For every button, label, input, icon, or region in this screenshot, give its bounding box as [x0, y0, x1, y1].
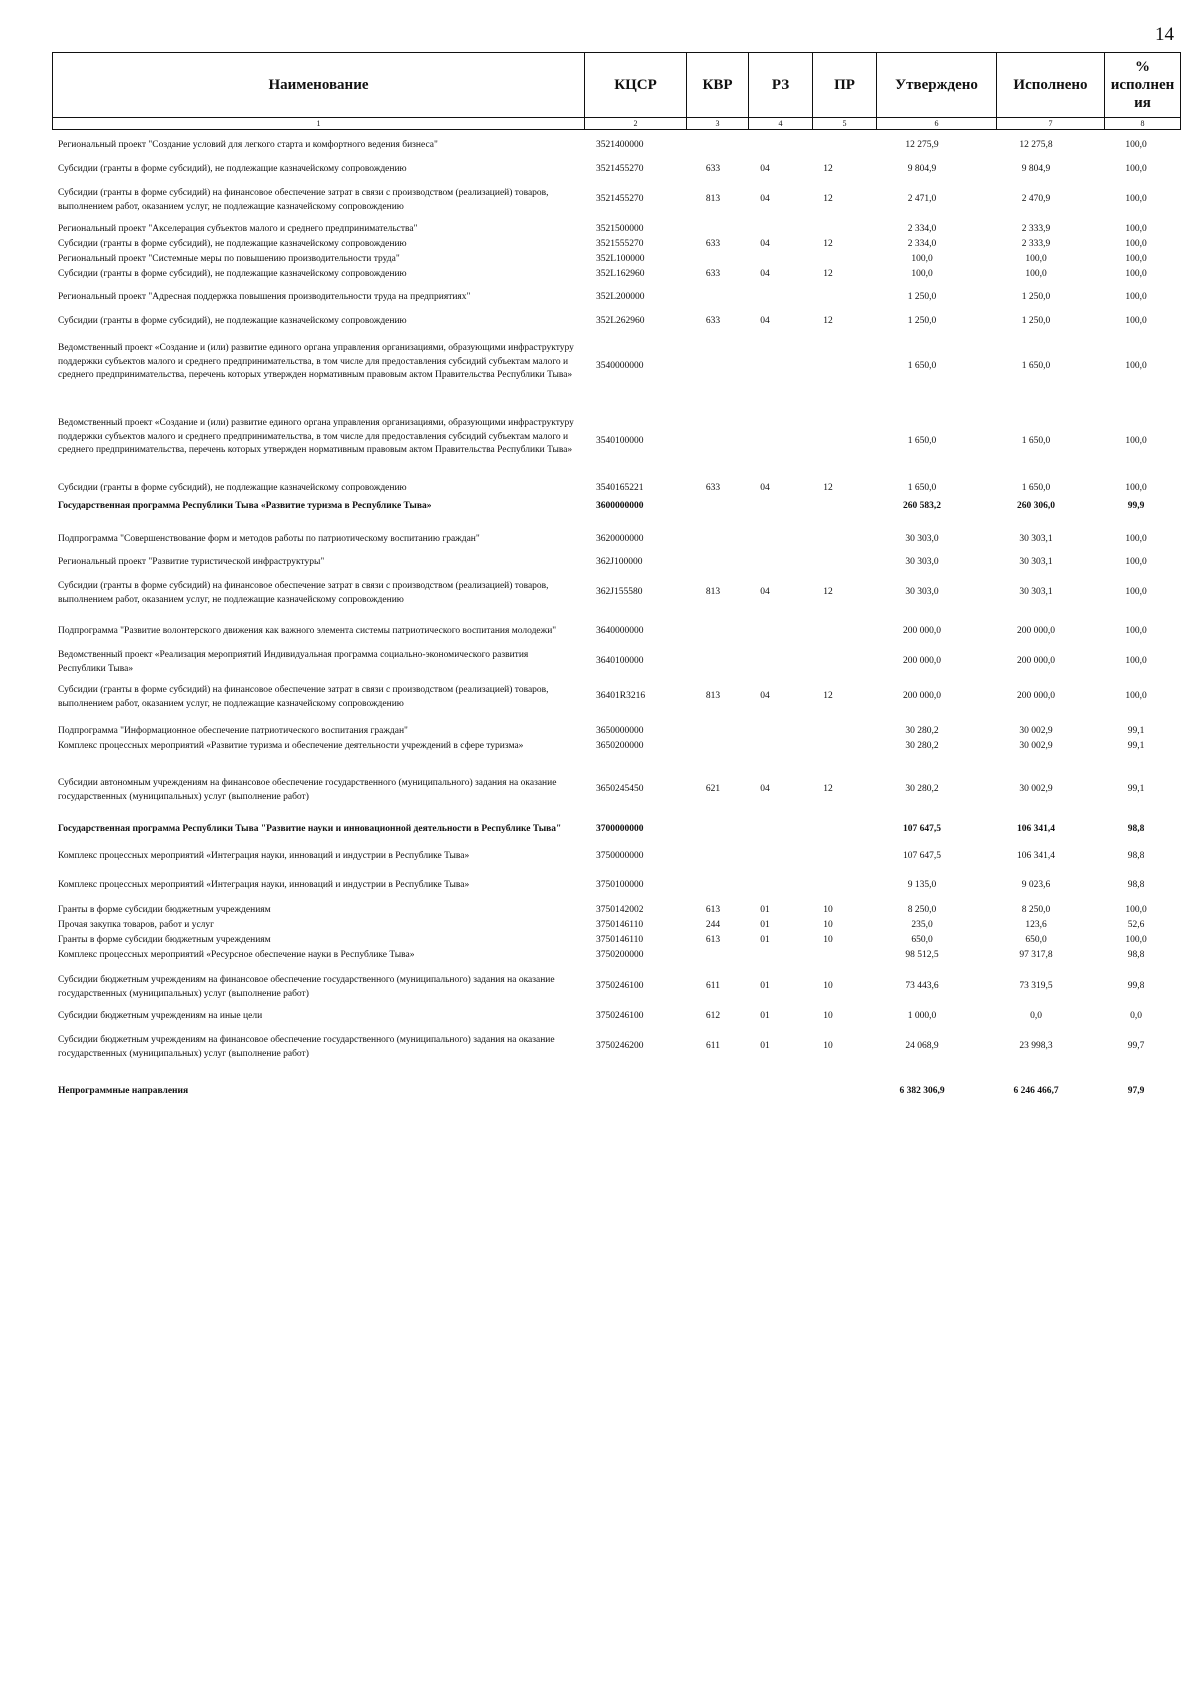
row-approved: 107 647,5: [903, 824, 941, 834]
row-pr: 10: [823, 905, 833, 915]
row-name: Региональный проект "Создание условий для легкого старта и комфортного ведения бизнеса": [58, 140, 438, 150]
row-rz: 04: [760, 239, 770, 249]
col-number: 5: [813, 118, 877, 130]
row-percent: 99,8: [1127, 981, 1145, 991]
row-rz: 01: [760, 1041, 770, 1051]
row-rz: 01: [760, 935, 770, 945]
row-approved: 100,0: [911, 269, 933, 279]
row-executed: 1 250,0: [1021, 316, 1051, 326]
col-header-name: Наименование: [53, 53, 585, 118]
row-kcsr: 3750000000: [596, 851, 644, 861]
row-kcsr: 3521400000: [596, 140, 644, 150]
page-number: 14: [1155, 24, 1174, 45]
row-kcsr: 3540165221: [596, 483, 644, 493]
row-kcsr: 3540000000: [596, 361, 644, 371]
row-percent: 100,0: [1125, 905, 1147, 915]
row-kcsr: 3640100000: [596, 656, 644, 666]
row-kcsr: 3750200000: [596, 950, 644, 960]
row-approved: 30 280,2: [905, 726, 939, 736]
row-percent: 0,0: [1130, 1011, 1142, 1021]
row-executed: 2 333,9: [1021, 239, 1051, 249]
row-kcsr: 3600000000: [596, 501, 644, 511]
row-executed: 650,0: [1025, 935, 1047, 945]
row-rz: 04: [760, 483, 770, 493]
row-name: Субсидии (гранты в форме субсидий), не подлежащие казначейскому сопровождению: [58, 483, 407, 493]
row-executed: 9 023,6: [1021, 880, 1051, 890]
row-percent: 98,8: [1127, 880, 1145, 890]
row-executed: 30 002,9: [1019, 726, 1053, 736]
row-executed: 30 303,1: [1019, 587, 1053, 597]
row-percent: 99,1: [1127, 741, 1145, 751]
col-header-executed: Исполнено: [997, 53, 1105, 118]
row-kvr: 633: [705, 483, 721, 493]
row-percent: 100,0: [1125, 194, 1147, 204]
row-approved: 8 250,0: [907, 905, 937, 915]
row-executed: 106 341,4: [1017, 824, 1055, 834]
row-executed: 8 250,0: [1021, 905, 1051, 915]
row-percent: 98,8: [1127, 950, 1145, 960]
row-pr: 12: [823, 483, 833, 493]
row-kcsr: 3750142002: [596, 905, 644, 915]
row-kvr: 813: [705, 194, 721, 204]
row-approved: 30 280,2: [905, 741, 939, 751]
row-percent: 97,9: [1127, 1086, 1145, 1096]
row-name: Субсидии (гранты в форме субсидий) на финансовое обеспечение затрат в связи с производством (реализацией) товаров, выполнением работ, оказанием услуг, не подлежащие казначейскому сопровождению: [58, 188, 549, 212]
row-approved: 1 650,0: [907, 436, 937, 446]
row-kvr: 621: [705, 784, 721, 794]
row-executed: 30 303,1: [1019, 557, 1053, 567]
row-rz: 04: [760, 691, 770, 701]
row-rz: 04: [760, 194, 770, 204]
row-percent: 100,0: [1125, 587, 1147, 597]
row-percent: 100,0: [1125, 140, 1147, 150]
row-percent: 100,0: [1125, 935, 1147, 945]
row-name: Субсидии автономным учреждениям на финансовое обеспечение государственного (муниципального) задания на оказание государственных (муниципальных) услуг (выполнение работ): [58, 778, 557, 802]
row-pr: 12: [823, 194, 833, 204]
row-name: Субсидии (гранты в форме субсидий), не подлежащие казначейскому сопровождению: [58, 269, 407, 279]
row-approved: 30 303,0: [905, 587, 939, 597]
col-number: 6: [877, 118, 997, 130]
row-approved: 73 443,6: [905, 981, 939, 991]
row-approved: 24 068,9: [905, 1041, 939, 1051]
row-name: Государственная программа Республики Тыва "Развитие науки и инновационной деятельности в Республике Тыва": [58, 824, 562, 834]
row-approved: 98 512,5: [905, 950, 939, 960]
row-name: Ведомственный проект «Создание и (или) развитие единого органа управления организациями, образующими инфраструктуру поддержки субъектов малого и среднего предпринимательства, в том числе для предоставления субсидий субъектам малого и среднего предпринимательства, перечень которых утвержден нормативным правовым актом Правительства Республики Тыва»: [58, 418, 574, 455]
row-kcsr: 36401R3216: [596, 691, 646, 701]
row-executed: 260 306,0: [1017, 501, 1055, 511]
row-pr: 12: [823, 587, 833, 597]
row-name: Комплекс процессных мероприятий «Ресурсное обеспечение науки в Республике Тыва»: [58, 950, 415, 960]
row-executed: 23 998,3: [1019, 1041, 1053, 1051]
row-rz: 01: [760, 905, 770, 915]
row-kcsr: 3700000000: [596, 824, 644, 834]
row-approved: 1 250,0: [907, 316, 937, 326]
row-approved: 1 650,0: [907, 361, 937, 371]
row-percent: 100,0: [1125, 483, 1147, 493]
row-kcsr: 352L162960: [596, 269, 645, 279]
row-pr: 12: [823, 316, 833, 326]
row-name: Подпрограмма "Информационное обеспечение патриотического воспитания граждан": [58, 726, 408, 736]
row-kcsr: 362J100000: [596, 557, 643, 567]
row-executed: 106 341,4: [1017, 851, 1055, 861]
row-approved: 30 280,2: [905, 784, 939, 794]
row-percent: 52,6: [1127, 920, 1145, 930]
row-rz: 01: [760, 981, 770, 991]
row-percent: 100,0: [1125, 534, 1147, 544]
row-name: Ведомственный проект «Создание и (или) развитие единого органа управления организациями, образующими инфраструктуру поддержки субъектов малого и среднего предпринимательства, в том числе для предоставления субсидий субъектам малого и среднего предпринимательства, перечень которых утвержден нормативным правовым актом Правительства Республики Тыва»: [58, 343, 574, 380]
row-executed: 200 000,0: [1017, 691, 1055, 701]
row-pr: 10: [823, 981, 833, 991]
row-kcsr: 3521555270: [596, 239, 644, 249]
row-kvr: 633: [705, 164, 721, 174]
row-executed: 1 650,0: [1021, 483, 1051, 493]
row-pr: 10: [823, 1041, 833, 1051]
row-name: Подпрограмма "Совершенствование форм и методов работы по патриотическому воспитанию граждан": [58, 534, 480, 544]
row-kcsr: 3640000000: [596, 626, 644, 636]
row-approved: 30 303,0: [905, 534, 939, 544]
row-executed: 6 246 466,7: [1013, 1086, 1059, 1096]
row-approved: 200 000,0: [903, 691, 941, 701]
row-executed: 100,0: [1025, 269, 1047, 279]
row-name: Субсидии бюджетным учреждениям на финансовое обеспечение государственного (муниципального) задания на оказание государственных (муниципальных) услуг (выполнение работ): [58, 1035, 555, 1059]
row-percent: 100,0: [1125, 436, 1147, 446]
row-approved: 12 275,9: [905, 140, 939, 150]
row-kvr: 611: [706, 981, 720, 991]
row-kvr: 633: [705, 316, 721, 326]
row-executed: 1 650,0: [1021, 361, 1051, 371]
row-percent: 100,0: [1125, 361, 1147, 371]
row-kcsr: 3750100000: [596, 880, 644, 890]
row-executed: 0,0: [1030, 1011, 1042, 1021]
row-percent: 100,0: [1125, 292, 1147, 302]
row-name: Комплекс процессных мероприятий «Интеграция науки, инноваций и индустрии в Республике Тыва»: [58, 880, 470, 890]
col-number: 1: [53, 118, 585, 130]
row-kvr: 813: [705, 691, 721, 701]
row-name: Комплекс процессных мероприятий «Развитие туризма и обеспечение деятельности учреждений в сфере туризма»: [58, 741, 524, 751]
row-percent: 100,0: [1125, 691, 1147, 701]
row-approved: 1 000,0: [907, 1011, 937, 1021]
row-kvr: 613: [705, 905, 721, 915]
row-name: Гранты в форме субсидии бюджетным учреждениям: [58, 905, 271, 915]
row-executed: 97 317,8: [1019, 950, 1053, 960]
row-name: Субсидии (гранты в форме субсидий), не подлежащие казначейскому сопровождению: [58, 239, 407, 249]
row-pr: 10: [823, 920, 833, 930]
row-approved: 107 647,5: [903, 851, 941, 861]
row-name: Подпрограмма "Развитие волонтерского движения как важного элемента системы патриотического воспитания молодежи": [58, 626, 557, 636]
row-approved: 2 334,0: [907, 239, 937, 249]
row-pr: 12: [823, 239, 833, 249]
row-kcsr: 3750246100: [596, 981, 644, 991]
row-executed: 30 303,1: [1019, 534, 1053, 544]
row-kcsr: 3650245450: [596, 784, 644, 794]
row-name: Региональный проект "Акселерация субъектов малого и среднего предпринимательства": [58, 224, 418, 234]
row-kvr: 611: [706, 1041, 720, 1051]
col-header-rz: РЗ: [749, 53, 813, 118]
row-percent: 100,0: [1125, 224, 1147, 234]
row-name: Субсидии бюджетным учреждениям на финансовое обеспечение государственного (муниципального) задания на оказание государственных (муниципальных) услуг (выполнение работ): [58, 975, 555, 999]
row-name: Комплекс процессных мероприятий «Интеграция науки, инноваций и индустрии в Республике Тыва»: [58, 851, 470, 861]
col-number: 4: [749, 118, 813, 130]
row-kvr: 633: [705, 239, 721, 249]
row-kcsr: 3521500000: [596, 224, 644, 234]
row-percent: 100,0: [1125, 557, 1147, 567]
row-rz: 04: [760, 316, 770, 326]
row-percent: 100,0: [1125, 239, 1147, 249]
row-kcsr: 352L100000: [596, 254, 645, 264]
row-executed: 9 804,9: [1021, 164, 1051, 174]
row-percent: 100,0: [1125, 269, 1147, 279]
col-header-pr: ПР: [813, 53, 877, 118]
row-executed: 30 002,9: [1019, 741, 1053, 751]
row-name: Ведомственный проект «Реализация мероприятий Индивидуальная программа социально-экономического развития Республики Тыва»: [58, 650, 529, 674]
row-kvr: 813: [705, 587, 721, 597]
row-name: Непрограммные направления: [58, 1086, 189, 1096]
row-approved: 6 382 306,9: [899, 1086, 945, 1096]
row-executed: 200 000,0: [1017, 626, 1055, 636]
row-pr: 12: [823, 164, 833, 174]
col-header-kcsr: КЦСР: [585, 53, 687, 118]
row-rz: 04: [760, 587, 770, 597]
row-rz: 01: [760, 920, 770, 930]
row-name: Субсидии (гранты в форме субсидий), не подлежащие казначейскому сопровождению: [58, 164, 407, 174]
row-kcsr: 352L200000: [596, 292, 645, 302]
row-percent: 99,1: [1127, 726, 1145, 736]
col-number: 2: [585, 118, 687, 130]
row-pr: 12: [823, 784, 833, 794]
row-name: Субсидии (гранты в форме субсидий) на финансовое обеспечение затрат в связи с производством (реализацией) товаров, выполнением работ, оказанием услуг, не подлежащие казначейскому сопровождению: [58, 685, 549, 709]
row-kvr: 633: [705, 269, 721, 279]
row-name: Государственная программа Республики Тыва «Развитие туризма в Республике Тыва»: [58, 501, 432, 511]
row-percent: 100,0: [1125, 316, 1147, 326]
row-kcsr: 352L262960: [596, 316, 645, 326]
row-kvr: 244: [705, 920, 721, 930]
row-approved: 1 250,0: [907, 292, 937, 302]
row-executed: 200 000,0: [1017, 656, 1055, 666]
row-kvr: 612: [705, 1011, 721, 1021]
row-percent: 100,0: [1125, 626, 1147, 636]
row-kcsr: 3650000000: [596, 726, 644, 736]
row-name: Субсидии бюджетным учреждениям на иные цели: [58, 1011, 263, 1021]
row-percent: 100,0: [1125, 164, 1147, 174]
row-kcsr: 3750246100: [596, 1011, 644, 1021]
row-approved: 1 650,0: [907, 483, 937, 493]
row-approved: 650,0: [911, 935, 933, 945]
row-executed: 30 002,9: [1019, 784, 1053, 794]
col-number: 8: [1105, 118, 1181, 130]
row-percent: 99,1: [1127, 784, 1145, 794]
row-name: Региональный проект "Развитие туристической инфраструктуры": [58, 557, 325, 567]
row-approved: 200 000,0: [903, 626, 941, 636]
row-percent: 100,0: [1125, 254, 1147, 264]
row-approved: 9 804,9: [907, 164, 937, 174]
col-header-kvr: КВР: [687, 53, 749, 118]
row-name: Гранты в форме субсидии бюджетным учреждениям: [58, 935, 271, 945]
row-executed: 73 319,5: [1019, 981, 1053, 991]
row-percent: 98,8: [1127, 824, 1145, 834]
row-executed: 1 650,0: [1021, 436, 1051, 446]
row-rz: 01: [760, 1011, 770, 1021]
col-number: 3: [687, 118, 749, 130]
row-approved: 2 471,0: [907, 194, 937, 204]
col-header-approved: Утверждено: [877, 53, 997, 118]
row-kcsr: 3540100000: [596, 436, 644, 446]
row-kcsr: 3750146110: [596, 935, 644, 945]
row-approved: 30 303,0: [905, 557, 939, 567]
row-kvr: 613: [705, 935, 721, 945]
row-executed: 2 470,9: [1021, 194, 1051, 204]
row-executed: 100,0: [1025, 254, 1047, 264]
row-kcsr: 3750246200: [596, 1041, 644, 1051]
row-name: Региональный проект "Системные меры по повышению производительности труда": [58, 254, 400, 264]
row-approved: 200 000,0: [903, 656, 941, 666]
row-pr: 12: [823, 269, 833, 279]
row-kcsr: 3650200000: [596, 741, 644, 751]
row-rz: 04: [760, 784, 770, 794]
row-percent: 98,8: [1127, 851, 1145, 861]
row-kcsr: 3521455270: [596, 194, 644, 204]
row-executed: 123,6: [1025, 920, 1047, 930]
row-pr: 10: [823, 935, 833, 945]
row-name: Субсидии (гранты в форме субсидий) на финансовое обеспечение затрат в связи с производством (реализацией) товаров, выполнением работ, оказанием услуг, не подлежащие казначейскому сопровождению: [58, 581, 549, 605]
row-approved: 260 583,2: [903, 501, 941, 511]
row-name: Субсидии (гранты в форме субсидий), не подлежащие казначейскому сопровождению: [58, 316, 407, 326]
row-kcsr: 362J155580: [596, 587, 643, 597]
col-header-percent: % исполнен ия: [1105, 53, 1181, 118]
row-kcsr: 3750146110: [596, 920, 644, 930]
row-kcsr: 3620000000: [596, 534, 644, 544]
row-approved: 235,0: [911, 920, 933, 930]
row-approved: 9 135,0: [907, 880, 937, 890]
row-rz: 04: [760, 269, 770, 279]
col-number: 7: [997, 118, 1105, 130]
row-executed: 1 250,0: [1021, 292, 1051, 302]
row-executed: 12 275,8: [1019, 140, 1053, 150]
row-approved: 100,0: [911, 254, 933, 264]
row-percent: 100,0: [1125, 656, 1147, 666]
row-name: Прочая закупка товаров, работ и услуг: [58, 920, 215, 930]
row-pr: 10: [823, 1011, 833, 1021]
row-kcsr: 3521455270: [596, 164, 644, 174]
row-percent: 99,7: [1127, 1041, 1145, 1051]
row-percent: 99,9: [1127, 501, 1145, 511]
row-approved: 2 334,0: [907, 224, 937, 234]
row-pr: 12: [823, 691, 833, 701]
row-rz: 04: [760, 164, 770, 174]
row-name: Региональный проект "Адресная поддержка повышения производительности труда на предприятиях": [58, 292, 471, 302]
row-executed: 2 333,9: [1021, 224, 1051, 234]
